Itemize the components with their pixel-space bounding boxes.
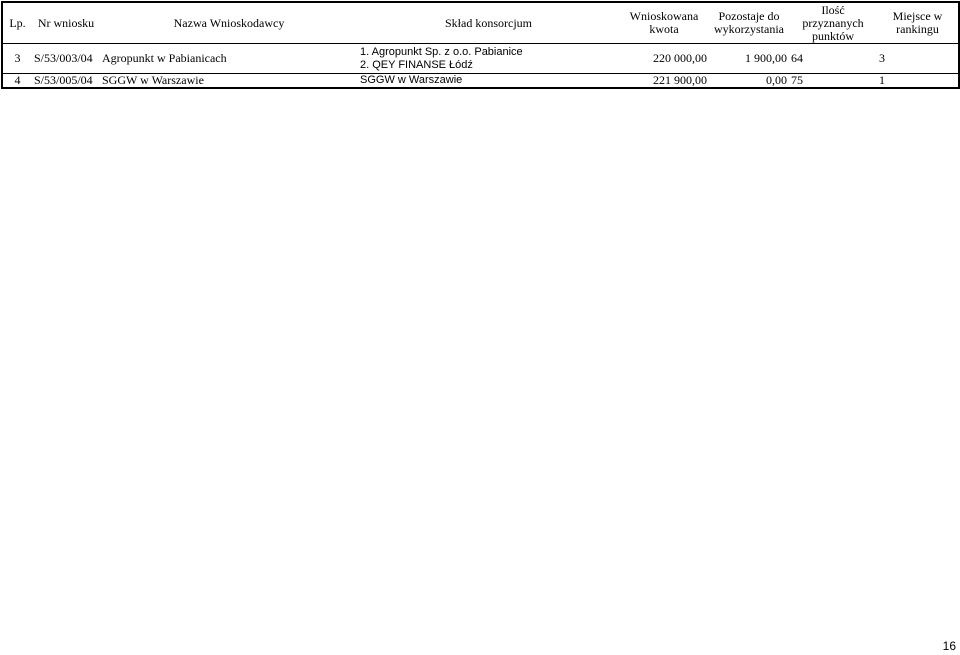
cell-application-number: S/53/003/04	[34, 51, 93, 65]
cell-applicant-name: SGGW w Warszawie	[102, 73, 204, 87]
cell-remaining: 0,00	[766, 73, 787, 87]
table-header	[2, 2, 959, 44]
header-application-number: Nr wniosku	[37, 15, 95, 30]
table-row	[2, 44, 959, 74]
cell-lp: 3	[14, 51, 21, 65]
header-points-line2: punktów	[812, 28, 854, 43]
cell-requested-amount: 220 000,00	[653, 51, 707, 65]
cell-rank: 3	[879, 51, 885, 65]
header-remaining	[709, 2, 789, 44]
header-lp: Lp.	[9, 15, 26, 30]
cell-consortium: SGGW w Warszawie	[360, 74, 463, 86]
cell-remaining: 1 900,00	[745, 51, 787, 65]
page-number: 16	[942, 639, 956, 653]
table-body	[2, 44, 959, 89]
header-remaining-line2: wykorzystania	[714, 22, 784, 36]
header-row	[2, 2, 959, 44]
header-applicant-name: Nazwa Wnioskodawcy	[173, 15, 285, 30]
header-consortium: Skład konsorcjum	[445, 15, 532, 30]
header-rank-line1: Miejsce w	[892, 9, 943, 23]
header-requested-line2: kwota	[649, 22, 679, 36]
cell-consortium	[358, 44, 619, 74]
header-remaining-line1: Pozostaje do	[718, 9, 780, 23]
cell-rank: 1	[879, 73, 885, 87]
table-row	[2, 74, 959, 89]
cell-applicant-name: Agropunkt w Pabianicach	[102, 51, 227, 65]
consortium-member-2: 2. QEY FINANSE Łódź	[360, 58, 473, 71]
header-rank-line2: rankingu	[896, 22, 939, 36]
cell-application-number: S/53/005/04	[34, 73, 93, 87]
ranking-table	[1, 1, 960, 89]
cell-points: 75	[791, 73, 803, 87]
cell-requested-amount: 221 900,00	[653, 73, 707, 87]
cell-lp: 4	[14, 73, 21, 87]
header-points-line1: Ilość przyznanych	[802, 2, 864, 30]
header-requested-amount	[619, 2, 709, 44]
header-rank	[877, 2, 959, 44]
header-requested-line1: Wnioskowana	[629, 9, 699, 23]
cell-points: 64	[791, 51, 803, 65]
header-points	[789, 2, 877, 44]
consortium-member-1: 1. Agropunkt Sp. z o.o. Pabianice	[360, 45, 523, 58]
